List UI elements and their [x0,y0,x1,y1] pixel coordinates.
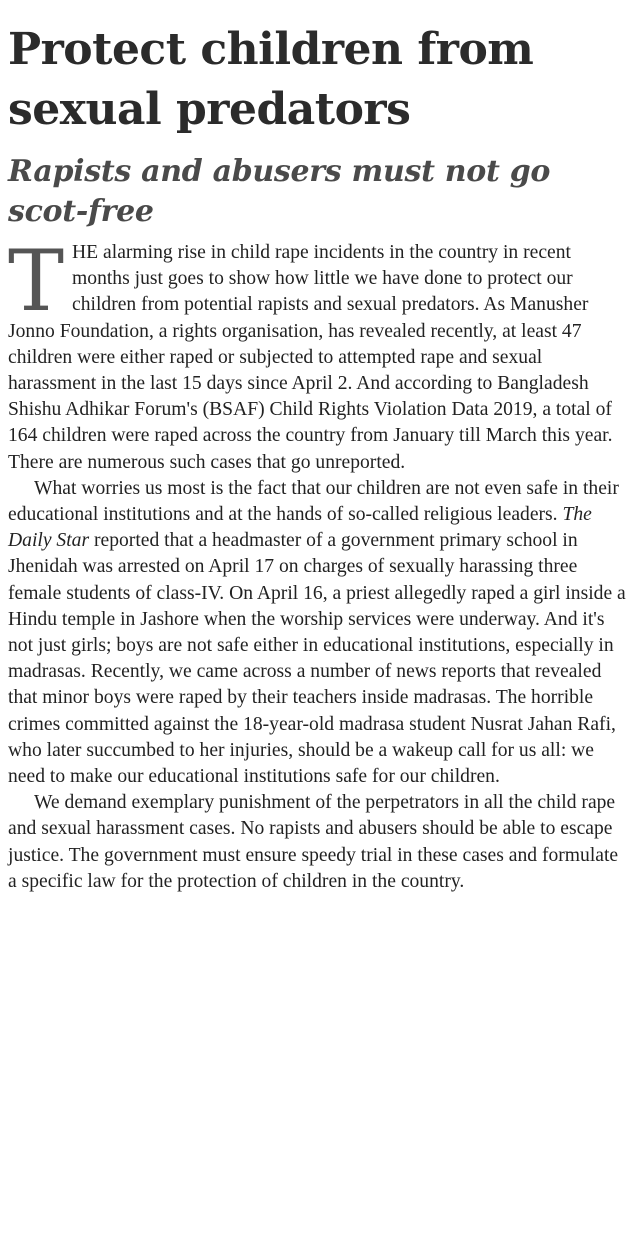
paragraph-2-text-end: reported that a headmaster of a government primary school in Jhenidah was arrested on April 17 on charges of sexually harassing three female students of class-IV. On April 16, a priest allegedly raped a girl inside a Hindu temple in Jashore when the worship services were underway. And it's not just girls; boys are not safe either in educational institutions, especially in madrasas. Recently, we came across a number of news reports that revealed that minor boys were raped by their teachers inside madrasas. The horrible crimes committed against the 18-year-old madrasa student Nusrat Jahan Rafi, who later succumbed to her injuries, should be a wakeup call for us all: we need to make our educational institutions safe for our children. [8,530,626,788]
editorial-article [8,0,630,895]
publication-name: The Daily Star [8,504,592,552]
paragraph-2 [8,476,630,790]
paragraph-2-text-start: What worries us most is the fact that our children are not even safe in their educational institutions and at the hands of so-called religious leaders. [8,477,619,526]
drop-cap: T [8,232,65,330]
standfirst: Rapists and abusers must not go scot-free [8,154,551,229]
paragraph-3: We demand exemplary punishment of the perpetrators in all the child rape and sexual harassment cases. No rapists and abusers should be able to escape justice. The government must ensure speedy trial in these cases and formulate a specific law for the protection of children in the country. [8,792,619,892]
paragraph-1-text: HE alarming rise in child rape incidents in the country in recent months just goes to show how little we have done to protect our children from potential rapists and sexual predators. As Manusher Jonno Foundation, a rights organisation, has revealed recently, at least 47 children were either raped or subjected to attempted rape and sexual harassment in the last 15 days since April 2. And according to Bangladesh Shishu Adhikar Forum's (BSAF) Child Rights Violation Data 2019, a total of 164 children were raped across the country from January till March this year. There are numerous such cases that go unreported. [8,242,613,473]
headline: Protect children from sexual predators [8,24,534,135]
article-body [8,232,630,895]
paragraph-1 [8,232,630,476]
